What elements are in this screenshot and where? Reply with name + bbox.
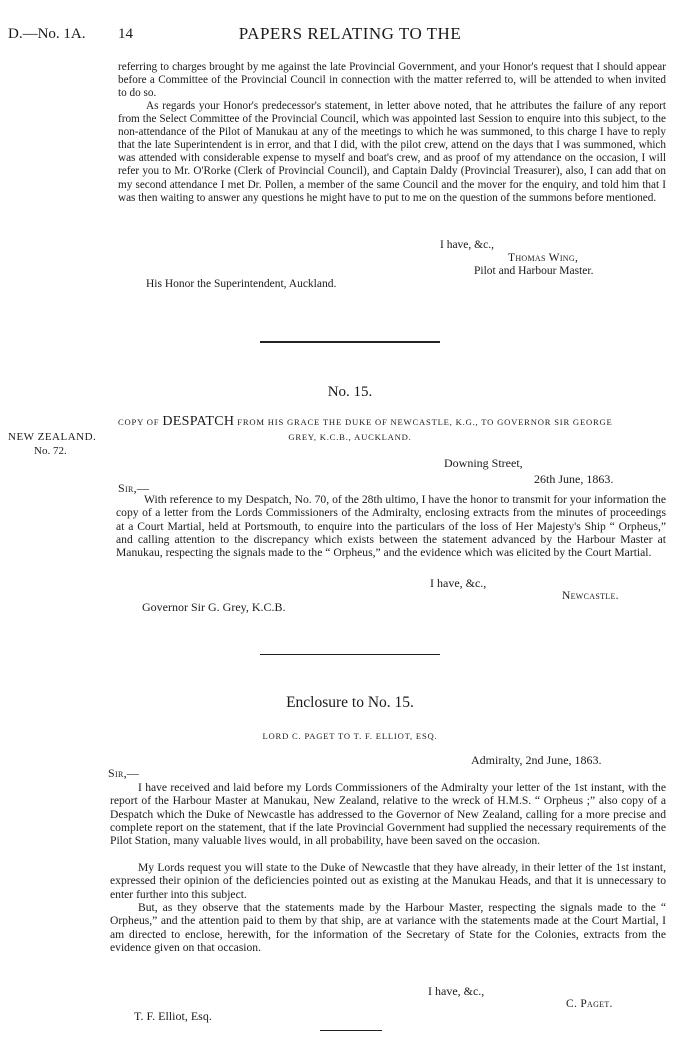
- page-number: 14: [118, 26, 133, 42]
- document-reference: D.—No. 1A.: [8, 26, 86, 42]
- despatch-signer: Newcastle.: [562, 590, 619, 602]
- section-divider-2: [260, 654, 440, 655]
- despatch-date: 26th June, 1863.: [534, 472, 614, 486]
- letter1-signer-title: Pilot and Harbour Master.: [474, 265, 594, 277]
- despatch-heading-rest: FROM HIS GRACE THE DUKE OF NEWCASTLE, K.G., TO GOVERNOR SIR GEORGE: [237, 417, 613, 427]
- letter1-paragraph-1: referring to charges brought by me against the late Provincial Government, and your Honor's request that I should appear before a Committee of the Provincial Council in connection with the matter referred to, will be attended to when invited to do so.: [118, 61, 666, 100]
- letter1-signer: Thomas Wing,: [508, 252, 579, 264]
- section-divider: [260, 341, 440, 343]
- margin-note-colony: NEW ZEALAND.: [8, 431, 97, 443]
- enclosure-title: Enclosure to No. 15.: [286, 694, 414, 711]
- despatch-heading-main: DESPATCH: [162, 414, 235, 429]
- enclosure-paragraph-3: But, as they observe that the statements made by the Harbour Master, respecting the signals made to the “ Orpheus,” and the attention paid to them by that ship, are at variance with the statements made at the Court Martial, I am directed to enclose, herewith, for the information of the Secretary of State for the Colonies, extracts from the evidence given on that occasion.: [110, 901, 666, 954]
- enclosure-closing: I have, &c.,: [428, 984, 485, 998]
- despatch-closing: I have, &c.,: [430, 576, 487, 590]
- running-title: PAPERS RELATING TO THE: [238, 24, 462, 43]
- enclosure-salutation: Sir,—: [108, 766, 140, 780]
- enclosure-paragraph-2: My Lords request you will state to the Duke of Newcastle that they have already, in their letter of the 1st instant, expressed their opinion of the deficiencies pointed out as existing at the Manukau Heads, and that it is unnecessary to enter further into this subject.: [110, 861, 666, 901]
- despatch-addressee: Governor Sir G. Grey, K.C.B.: [142, 600, 286, 614]
- enclosure-subhead: LORD C. PAGET TO T. F. ELLIOT, ESQ.: [262, 731, 438, 741]
- enclosure-signer: C. Paget.: [566, 998, 613, 1010]
- letter1-closing: I have, &c.,: [440, 239, 494, 251]
- despatch-heading: [118, 414, 666, 429]
- enclosure-paragraph-1: I have received and laid before my Lords Commissioners of the Admiralty your letter of the 1st instant, with the report of the Harbour Master at Manukau, New Zealand, relative to the wreck of H.M.S. “ Orpheus ;” also copy of a Despatch which the Duke of Newcastle has addressed to the Governor of New Zealand, calling for a more precise and complete report on the statement, that if the late Provincial Government had supplied the necessary requirements of the Pilot Station, many valuable lives would, in all probability, have been saved on the occasion.: [110, 781, 666, 848]
- letter1-paragraph-2: As regards your Honor's predecessor's statement, in letter above noted, that he attributes the failure of any report from the Select Committee of the Provincial Council, which was appointed last Session to enquire into this subject, to the non-attendance of the Pilot of Manukau at any of the meetings to which he was summoned, to this charge I have to reply that the late Superintendent is in error, and that I did, with the pilot crew, attend on the days that I was summoned, which was attended with considerable expense to myself and boat's crew, and as proof of my attendance on the occasion, I will refer you to Mr. O'Rorke (Clerk of Provincial Council), and Captain Daldy (Provincial Treasurer), also, I can add that on my second attendance I met Dr. Pollen, a member of the same Council and the mover for the enquiry, and told him that I was then waiting to answer any questions he might have to put to me on the question of the summons before mentioned.: [118, 100, 666, 204]
- despatch-number: No. 15.: [327, 384, 373, 400]
- end-rule: [320, 1030, 382, 1031]
- despatch-heading-prefix: COPY OF: [118, 417, 160, 427]
- despatch-body: With reference to my Despatch, No. 70, of the 28th ultimo, I have the honor to transmit for your information the copy of a letter from the Lords Commissioners of the Admiralty, enclosing extracts from the minutes of proceedings at a Court Martial, held at Portsmouth, to enquire into the particulars of the loss of Her Majesty's Ship “ Orpheus,” and calling attention to the discrepancy which exists between the statement advanced by the Harbour Master at Manukau, respecting the signals made to the “ Orpheus,” and the evidence which was elicited by the Court Martial.: [116, 493, 666, 560]
- despatch-salutation: Sir,—: [118, 481, 150, 495]
- letter1-addressee: His Honor the Superintendent, Auckland.: [146, 278, 337, 290]
- margin-note-number: No. 72.: [34, 445, 67, 457]
- despatch-place: Downing Street,: [444, 456, 523, 470]
- enclosure-place-date: Admiralty, 2nd June, 1863.: [471, 753, 602, 767]
- despatch-heading-line2: GREY, K.C.B., AUCKLAND.: [288, 432, 412, 442]
- enclosure-addressee: T. F. Elliot, Esq.: [134, 1009, 212, 1023]
